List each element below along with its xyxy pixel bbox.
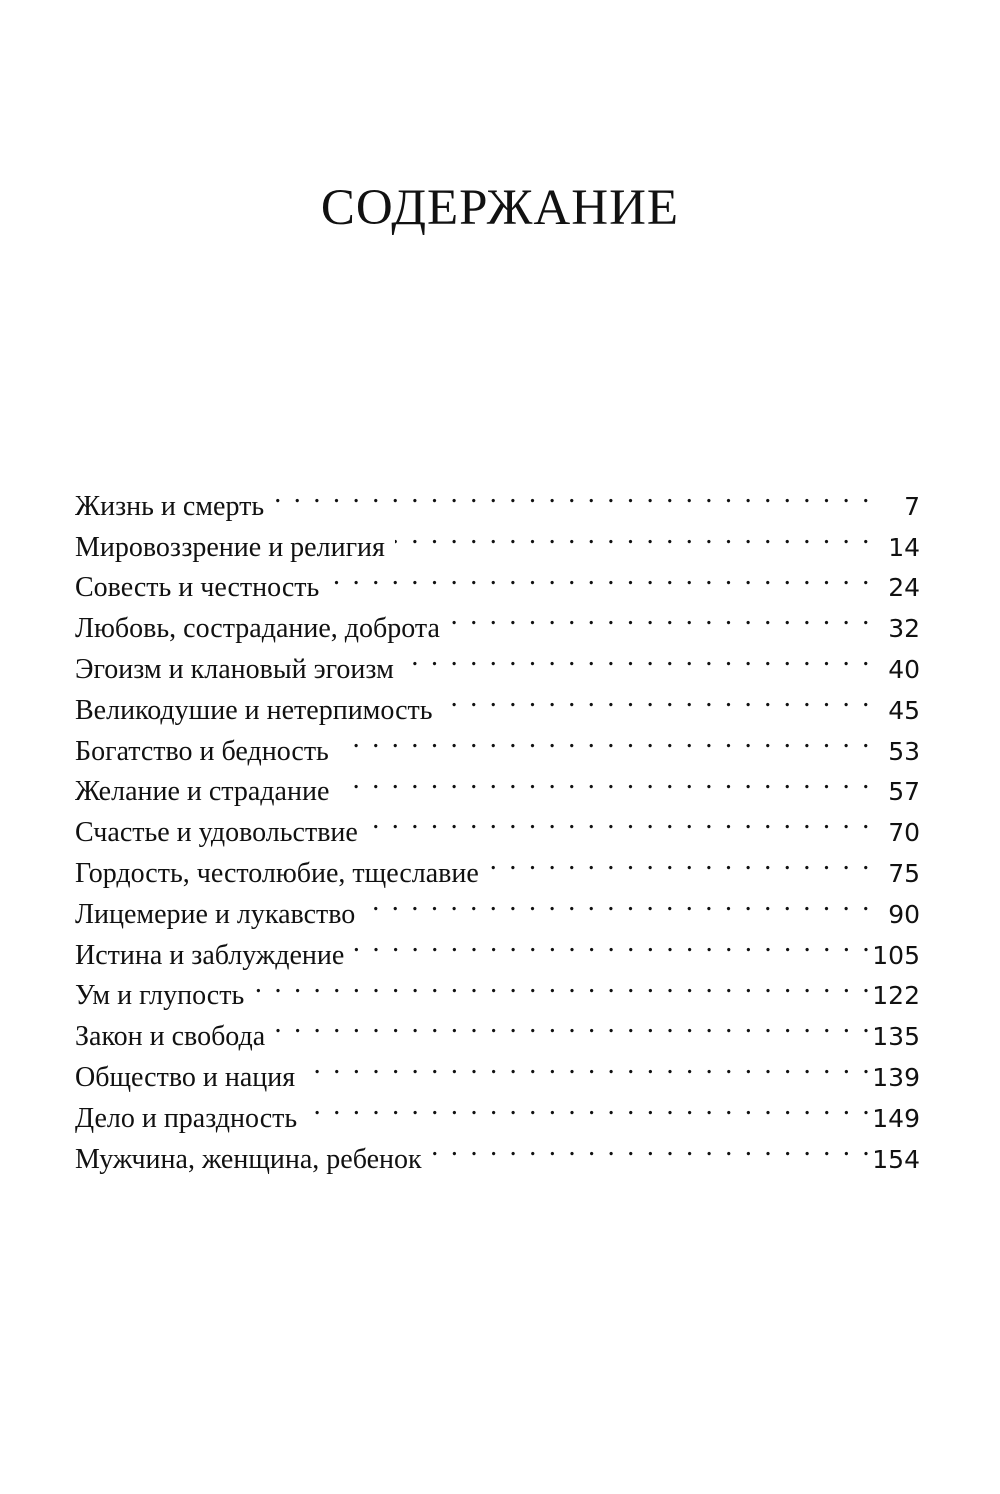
dot-leader	[254, 964, 872, 1005]
page-title: СОДЕРЖАНИЕ	[320, 180, 680, 236]
dot-leader	[395, 515, 872, 556]
dot-leader	[404, 637, 872, 678]
toc-entry-title: Гордость, честолюбие, тщеславие	[75, 857, 479, 889]
dot-leader	[432, 1127, 873, 1168]
toc-entry[interactable]	[75, 474, 920, 522]
toc-entry-title: Мировоззрение и религия	[75, 531, 385, 563]
dot-leader	[329, 556, 872, 597]
toc-entry-title: Лицемерие и лукавство	[75, 898, 356, 930]
toc-entry-title: Мужчина, женщина, ребенок	[75, 1143, 422, 1175]
toc-entry-title: Совесть и честность	[75, 572, 320, 604]
dot-leader	[307, 1086, 872, 1127]
dot-leader	[443, 678, 872, 719]
toc-entry-page: 154	[872, 1144, 920, 1174]
toc-entry-title: Богатство и бедность	[75, 735, 329, 767]
toc-entry-page: 57	[888, 777, 920, 807]
dot-leader	[365, 882, 872, 923]
toc-entry-page: 45	[888, 695, 920, 725]
dot-leader	[305, 1045, 872, 1086]
toc-entry-title: Общество и нация	[75, 1061, 296, 1093]
toc-entry-page: 70	[888, 818, 920, 848]
toc-entry-page: 105	[872, 940, 920, 970]
dot-leader	[339, 719, 872, 760]
toc-entry-page: 139	[872, 1062, 920, 1092]
toc-entry-title: Дело и праздность	[75, 1102, 298, 1134]
toc-entry-page: 53	[888, 736, 920, 766]
toc-entry-title: Эгоизм и клановый эгоизм	[75, 653, 394, 685]
dot-leader	[275, 1004, 872, 1045]
toc-entry-page: 32	[888, 614, 920, 644]
toc-entry-page: 122	[872, 981, 920, 1011]
toc-entry-title: Ум и глупость	[75, 980, 245, 1012]
dot-leader	[274, 474, 872, 515]
dot-leader	[489, 841, 872, 882]
toc-entry-title: Желание и страдание	[75, 776, 330, 808]
toc-entry-page: 90	[888, 899, 920, 929]
table-of-contents	[75, 474, 920, 1175]
toc-entry-title: Великодушие и нетерпимость	[75, 694, 433, 726]
toc-entry-title: Жизнь и смерть	[75, 490, 265, 522]
dot-leader	[339, 760, 872, 801]
dot-leader	[368, 800, 872, 841]
toc-entry-title: Любовь, сострадание, доброта	[75, 613, 440, 645]
toc-entry-title: Закон и свобода	[75, 1021, 266, 1053]
toc-entry-page: 149	[872, 1103, 920, 1133]
dot-leader	[450, 596, 872, 637]
toc-entry-page: 135	[872, 1022, 920, 1052]
toc-entry-page: 14	[888, 532, 920, 562]
dot-leader	[354, 923, 872, 964]
toc-entry-page: 40	[888, 654, 920, 684]
toc-entry-page: 24	[888, 573, 920, 603]
toc-entry-title: Счастье и удовольствие	[75, 817, 358, 849]
toc-entry-page: 75	[888, 858, 920, 888]
toc-entry-page: 7	[904, 491, 920, 521]
toc-entry-title: Истина и заблуждение	[75, 939, 345, 971]
